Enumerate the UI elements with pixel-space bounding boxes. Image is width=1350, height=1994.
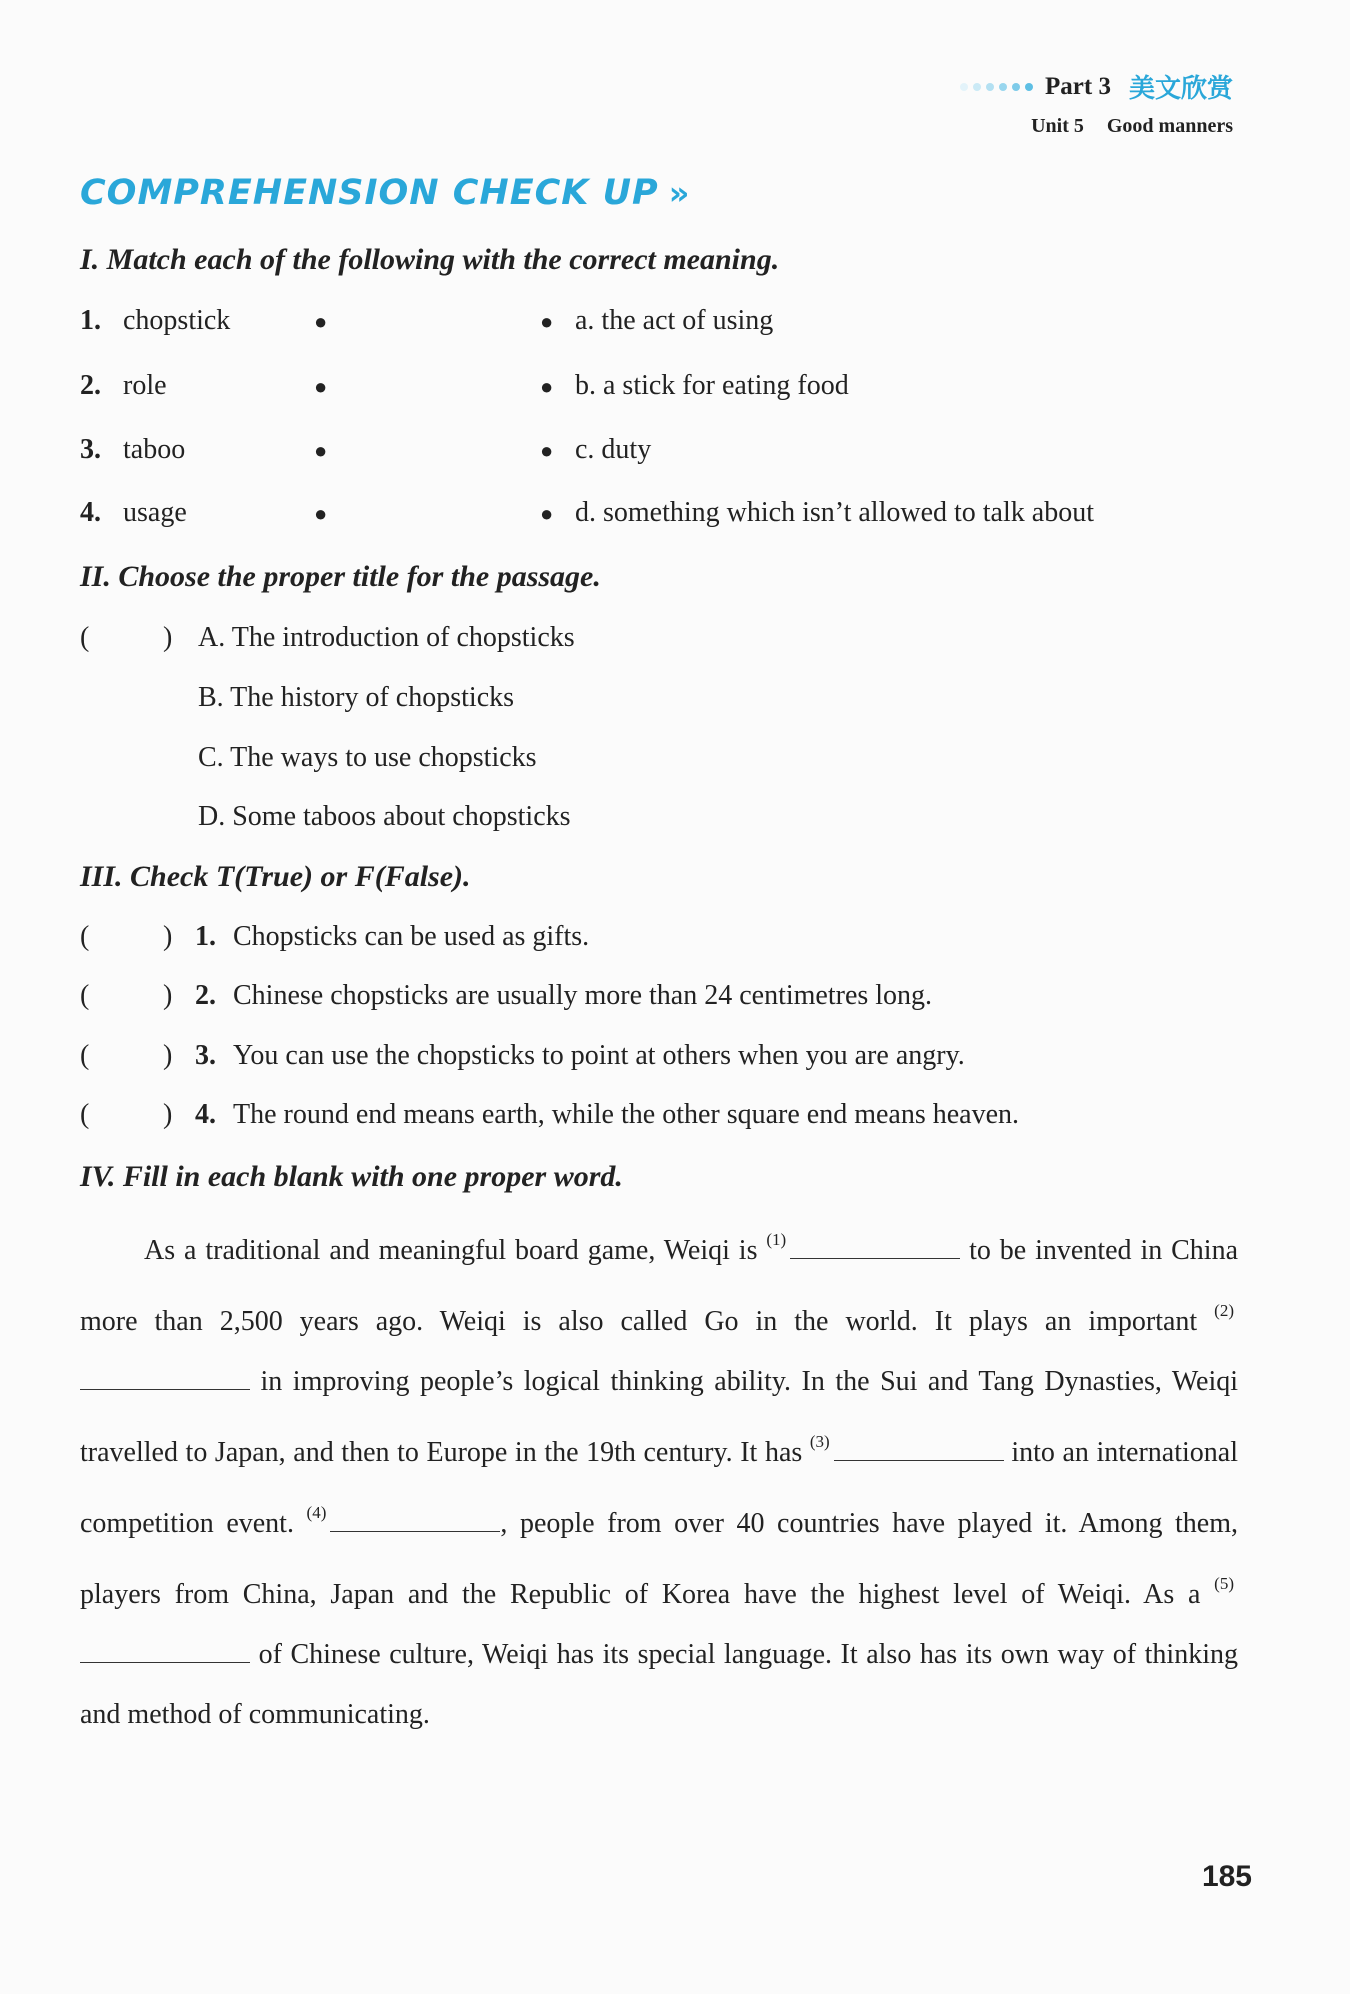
match-meaning: a. the act of using (575, 305, 774, 336)
blank-4-field[interactable] (330, 1503, 500, 1532)
match-row (80, 497, 1190, 537)
choice-option: B. The history of chopsticks (198, 682, 515, 713)
answer-bracket[interactable]: ( ) (80, 1099, 173, 1130)
double-chevron-icon: » (668, 174, 690, 212)
section-3-heading: III. Check T(True) or F(False). (80, 860, 471, 893)
statement-text: Chinese chopsticks are usually more than 24 centimetres long. (233, 980, 933, 1011)
statement-text: You can use the chopsticks to point at others when you are angry. (233, 1040, 965, 1071)
bullet-icon[interactable]: ● (540, 438, 554, 463)
blank-number: (5) (1214, 1574, 1234, 1593)
item-number: 1. (195, 921, 216, 952)
blank-5-field[interactable] (80, 1634, 250, 1663)
part-label: Part 3 (1045, 72, 1111, 100)
match-row (80, 370, 1190, 410)
blank-number: (1) (766, 1230, 787, 1249)
match-word: chopstick (123, 305, 231, 336)
unit-label: Unit 5 (1031, 115, 1084, 137)
bullet-icon[interactable]: ● (540, 501, 554, 526)
bullet-icon[interactable]: ● (314, 438, 328, 463)
bullet-icon[interactable]: ● (314, 374, 328, 399)
paragraph-text: of Chinese culture, Weiqi has its special language. It also has its own way of thinking and method of communicating. (80, 1639, 1238, 1730)
blank-3-field[interactable] (834, 1432, 1004, 1461)
section-2-heading: II. Choose the proper title for the passage. (80, 560, 601, 593)
match-word: taboo (123, 434, 186, 465)
match-meaning: b. a stick for eating food (575, 370, 849, 401)
item-number: 4. (80, 497, 101, 528)
fill-in-paragraph (80, 1210, 1238, 1745)
answer-bracket[interactable]: ( ) (80, 622, 173, 653)
tf-statement (195, 1040, 965, 1072)
page-number: 185 (1201, 1860, 1252, 1893)
answer-bracket[interactable]: ( ) (80, 1040, 173, 1071)
blank-number: (4) (306, 1503, 327, 1522)
item-number: 2. (195, 980, 216, 1011)
choice-option: D. Some taboos about chopsticks (198, 801, 571, 832)
dot-icon (960, 83, 968, 91)
dot-icon (1012, 83, 1020, 91)
tf-statement (195, 980, 932, 1012)
item-number: 3. (80, 434, 101, 465)
blank-number: (3) (809, 1432, 830, 1451)
part-chinese-title: 美文欣赏 (1128, 74, 1233, 104)
paragraph-text: in improving people’s logical thinking ability. In the Sui and Tang Dynasties, Weiqi travelled to Japan, and then to Europe in the 19th century. It has (80, 1366, 1239, 1468)
bullet-icon[interactable]: ● (540, 309, 554, 334)
decorative-dots (960, 83, 1033, 91)
choice-option: A. The introduction of chopsticks (198, 622, 575, 653)
item-number: 1. (80, 305, 101, 336)
blank-number: (2) (1214, 1301, 1234, 1320)
paragraph-text: into an international competition event. (80, 1437, 1238, 1539)
dot-icon (973, 83, 981, 91)
match-meaning: c. duty (575, 434, 652, 465)
match-meaning: d. something which isn’t allowed to talk about (575, 497, 1094, 528)
dot-icon (986, 83, 994, 91)
match-word: usage (123, 497, 187, 528)
section-1-heading: I. Match each of the following with the correct meaning. (80, 243, 780, 276)
item-number: 2. (80, 370, 101, 401)
choice-option: C. The ways to use chopsticks (198, 742, 537, 773)
match-row (80, 305, 1190, 345)
dot-icon (1025, 83, 1033, 91)
item-number: 4. (195, 1099, 216, 1130)
answer-bracket[interactable]: ( ) (80, 921, 173, 952)
statement-text: The round end means earth, while the other square end means heaven. (233, 1099, 1020, 1130)
banner-title: COMPREHENSION CHECK UP (80, 173, 659, 213)
bullet-icon[interactable]: ● (540, 374, 554, 399)
answer-bracket[interactable]: ( ) (80, 980, 173, 1011)
bullet-icon[interactable]: ● (314, 501, 328, 526)
bullet-icon[interactable]: ● (314, 309, 328, 334)
unit-title: Good manners (1106, 115, 1233, 137)
running-header (960, 68, 1233, 138)
paragraph-text: As a traditional and meaningful board game, Weiqi is (144, 1235, 758, 1266)
section-banner (80, 173, 689, 213)
statement-text: Chopsticks can be used as gifts. (233, 921, 590, 952)
dot-icon (999, 83, 1007, 91)
section-4-heading: IV. Fill in each blank with one proper word. (80, 1160, 623, 1193)
tf-statement (195, 921, 589, 953)
tf-statement (195, 1099, 1019, 1131)
match-word: role (123, 370, 167, 401)
blank-1-field[interactable] (790, 1230, 960, 1259)
item-number: 3. (195, 1040, 216, 1071)
paragraph-text: to be invented in China more than 2,500 years ago. Weiqi is also called Go in the world. It plays an important (80, 1235, 1239, 1337)
paragraph-text: , people from over 40 countries have played it. Among them, players from China, Japan and the Republic of Korea have the highest level of Weiqi. As a (80, 1508, 1239, 1610)
match-row (80, 434, 1190, 474)
blank-2-field[interactable] (80, 1361, 250, 1390)
